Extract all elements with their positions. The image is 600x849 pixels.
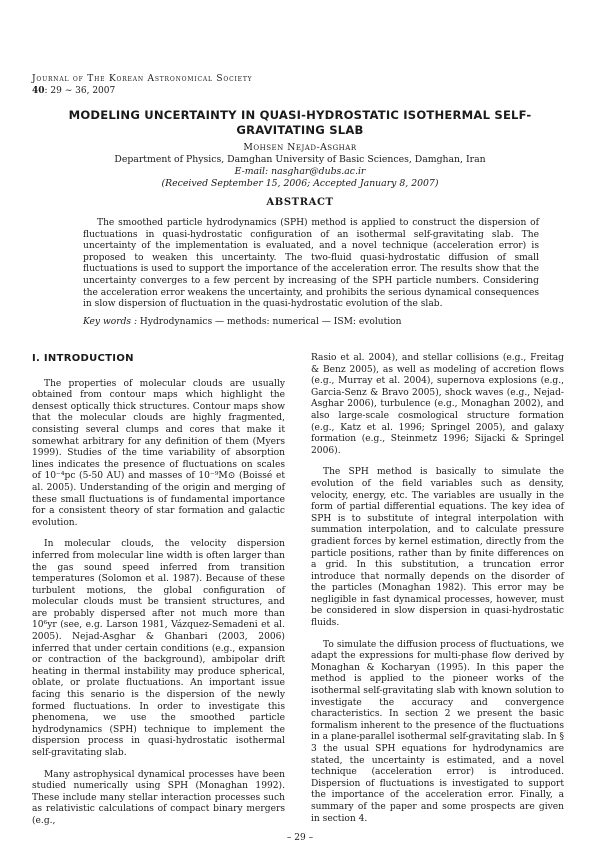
left-column bbox=[32, 353, 285, 838]
paragraph: In molecular clouds, the velocity dispersion inferred from molecular line width is often larger than the gas sound speed inferred from transition temperatures (Solomon et al. 1987). Because of these turbulent motions, the global configuration of molecular clouds must be transient structures, and are probably dispersed after not much more than 10⁶yr (see, e.g. Larson 1981, Vázquez-Semadeni et al. 2005). Nejad-Asghar & Ghanbari (2003, 2006) inferred that under certain conditions (e.g., expansion or contraction of the background), ambipolar drift heating in thermal instability may produce spherical, oblate, or prolate fluctuations. An important issue facing this senario is the dispersion of the newly formed fluctuations. In order to investigate this phenomena, we use the smoothed particle hydrodynamics (SPH) technique to implement the dispersion process in quasi-hydrostatic isothermal self-gravitating slab. bbox=[32, 539, 285, 758]
volume-info bbox=[32, 86, 115, 96]
abstract-text: The smoothed particle hydrodynamics (SPH) method is applied to construct the dispersion of fluctuations in quasi-hydrostatic configuration of an isothermal self-gravitating slab. The uncertainty of the implementation is evaluated, and a novel technique (acceleration error) is proposed to weaken this uncertainty. The two-fluid quasi-hydrostatic diffusion of small fluctuations is used to support the importance of the acceleration error. The results show that the uncertainty converges to a few percent by increasing of the SPH particle numbers. Considering the acceleration error weakens the uncertainty, and prohibits the serious dynamical consequences in slow dispersion of fluctuation in the quasi-hydrostatic evolution of the slab. bbox=[83, 218, 539, 310]
author-name: Mohsen Nejad-Asghar bbox=[243, 142, 357, 153]
author-email: E-mail: nasghar@dubs.ac.ir bbox=[234, 166, 366, 177]
keywords bbox=[83, 317, 539, 327]
author-affiliation: Department of Physics, Damghan University of Basic Sciences, Damghan, Iran bbox=[114, 154, 486, 165]
paragraph: To simulate the diffusion process of fluctuations, we adapt the expressions for multi-phase flow derived by Monaghan & Kocharyan (1995). In this paper the method is applied to the pioneer works of the isothermal self-gravitating slab with known solution to investigate the accuracy and convergence characteristics. In section 2 we present the basic formalism inherent to the presence of the fluctuations in a plane-parallel isothermal self-gravitating slab. In § 3 the usual SPH equations for hydrodynamics are stated, the uncertainty is estimated, and a novel technique (acceleration error) is introduced. Dispersion of fluctuations is investigated to support the importance of the acceleration error. Finally, a summary of the paper and some prospects are given in section 4. bbox=[311, 639, 564, 824]
paper-title: MODELING UNCERTAINTY IN QUASI-HYDROSTATIC ISOTHERMAL SELF-GRAVITATING SLAB bbox=[68, 108, 532, 137]
page-number: – 29 – bbox=[286, 833, 314, 843]
abstract-heading: ABSTRACT bbox=[266, 197, 334, 208]
volume-number: 40 bbox=[32, 86, 45, 96]
paragraph: Many astrophysical dynamical processes have been studied numerically using SPH (Monaghan 1992). These include many stellar interaction processes such as relativistic calculations of compact binary mergers (e.g., bbox=[32, 769, 285, 826]
paragraph: The SPH method is basically to simulate the evolution of the field variables such as density, velocity, energy, etc. The variables are usually in the form of partial differential equations. The key idea of SPH is to substitute of integral interpolation with summation interpolation, and to calculate pressure gradient forces by kernel estimation, directly from the particle positions, rather than by finite differences on a grid. In this substitution, a truncation error introduce that normally depends on the disorder of the particles (Monaghan 1982). This error may be negligible in fast dynamical processes, however, must be considered in slow dispersion in quasi-hydrostatic fluids. bbox=[311, 467, 564, 629]
section-heading-introduction: I. INTRODUCTION bbox=[32, 353, 134, 364]
keywords-text: Hydrodynamics — methods: numerical — ISM: evolution bbox=[139, 317, 402, 327]
keywords-label: Key words : bbox=[83, 317, 138, 327]
paragraph: The properties of molecular clouds are usually obtained from contour maps which highlight the densest optically thick structures. Contour maps show that the molecular clouds are highly fragmented, consisting several clumps and cores that make it somewhat arbitrary for any definition of them (Myers 1999). Studies of the time variability of absorption lines indicates the presence of fluctuations on scales of 10⁻⁴pc (5-50 AU) and masses of 10⁻⁹M⊙ (Boissé et al. 2005). Understanding of the origin and merging of these small fluctuations is of fundamental importance for a consistent theory of star formation and galactic evolution. bbox=[32, 378, 285, 528]
journal-name: Journal of The Korean Astronomical Society bbox=[32, 74, 253, 84]
paragraph: Rasio et al. 2004), and stellar collisions (e.g., Freitag & Benz 2005), as well as modeling of accretion flows (e.g., Murray et al. 2004), supernova explosions (e.g., Garcia-Senz & Bravo 2005), shock waves (e.g., Nejad-Asghar 2006), turbulence (e.g., Monaghan 2002), and also large-scale cosmological structure formation (e.g., Katz et al. 1996; Springel 2005), and galaxy formation (e.g., Steinmetz 1996; Sijacki & Springel 2006). bbox=[311, 353, 564, 456]
received-dates: (Received September 15, 2006; Accepted January 8, 2007) bbox=[161, 178, 439, 189]
right-column bbox=[311, 353, 564, 835]
volume-pages: : 29 ∼ 36, 2007 bbox=[44, 86, 116, 96]
author-block bbox=[40, 142, 560, 190]
abstract-body bbox=[83, 218, 539, 311]
